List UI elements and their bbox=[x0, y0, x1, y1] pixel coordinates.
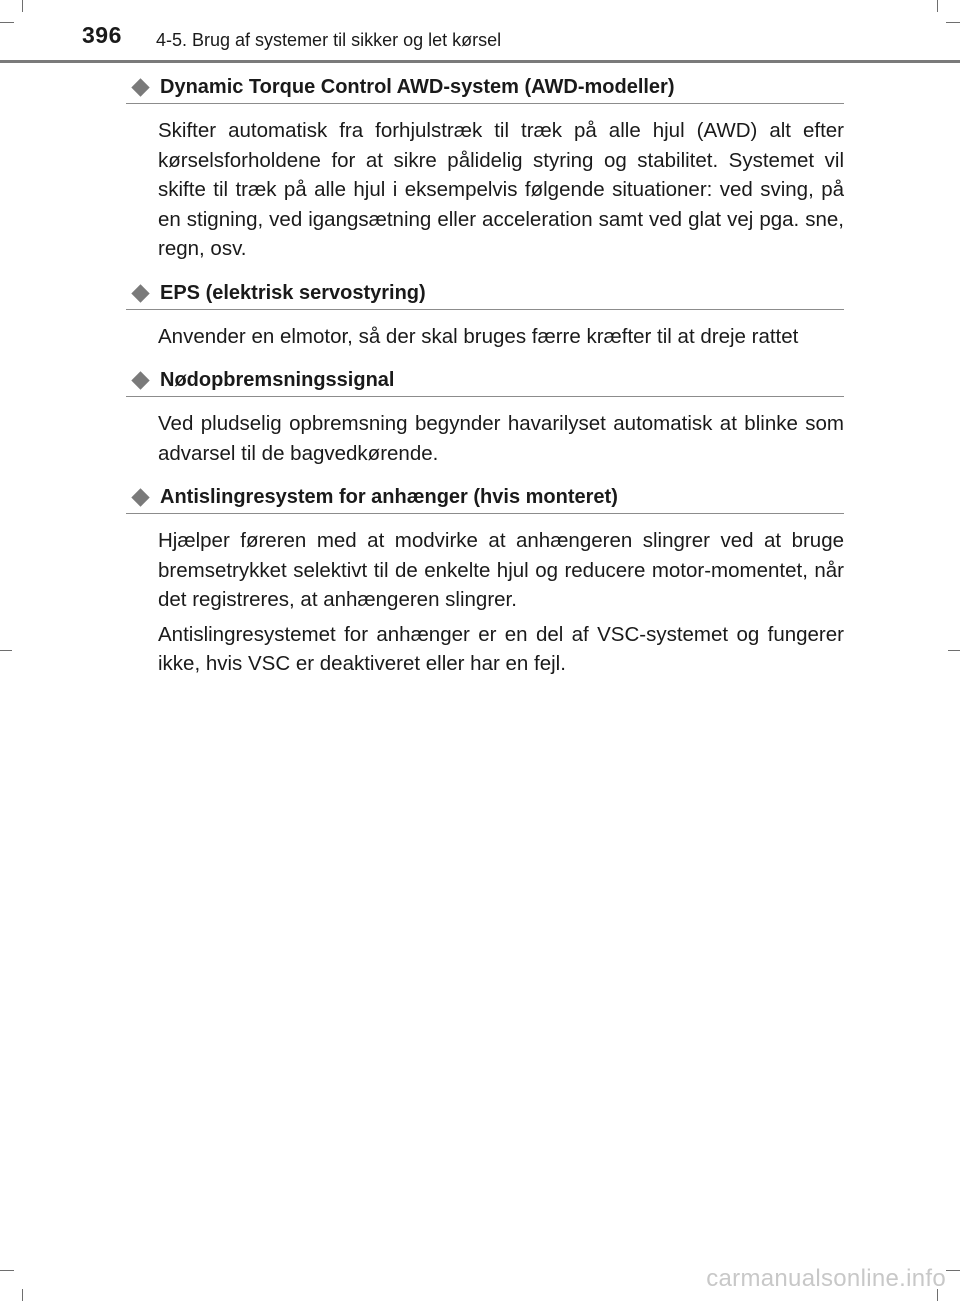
section-heading bbox=[126, 278, 844, 310]
paragraph: Skifter automatisk fra forhjulstræk til træk på alle hjul (AWD) alt efter kørselsforholdene for at sikre pålidelig styring og stabilitet. Systemet vil skifte til træk på alle hjul i eksempelvis følgende situationer: ved sving, på en stigning, ved igangsætning eller acceleration samt ved glat vej pga. sne, regn, osv. bbox=[158, 119, 844, 260]
page-header bbox=[0, 0, 960, 64]
paragraph: Antislingresystemet for anhænger er en del af VSC-systemet og fungerer ikke, hvis VSC er deaktiveret eller har en fejl. bbox=[158, 622, 844, 675]
crop-mark bbox=[22, 1289, 23, 1301]
crop-mark bbox=[0, 1270, 14, 1271]
diamond-icon bbox=[131, 284, 149, 302]
paragraph: Ved pludselig opbremsning begynder havarilyset automatisk at blinke som advarsel til de bagvedkørende. bbox=[158, 412, 844, 465]
section-title: Antislingresystem for anhænger (hvis monteret) bbox=[160, 486, 618, 508]
paragraph: Hjælper føreren med at modvirke at anhængeren slingrer ved at bruge bremsetrykket selektivt til de enkelte hjul og reducere motor-momentet, når det registreres, at anhængeren slingrer. bbox=[158, 529, 844, 611]
chapter-title: 4-5. Brug af systemer til sikker og let kørsel bbox=[156, 30, 502, 50]
header-rule bbox=[0, 60, 960, 63]
section-title: Dynamic Torque Control AWD-system (AWD-modeller) bbox=[160, 76, 675, 98]
diamond-icon bbox=[131, 371, 149, 389]
section-title: Nødopbremsningssignal bbox=[160, 369, 395, 391]
page-number: 396 bbox=[82, 22, 122, 48]
paragraph: Anvender en elmotor, så der skal bruges færre kræfter til at dreje rattet bbox=[158, 324, 799, 348]
page-content bbox=[126, 72, 844, 693]
section-heading bbox=[126, 72, 844, 104]
section-eps bbox=[126, 278, 844, 352]
diamond-icon bbox=[131, 488, 149, 506]
section-emergency-brake-signal bbox=[126, 365, 844, 468]
section-awd bbox=[126, 72, 844, 264]
crop-mark bbox=[0, 650, 12, 651]
section-heading bbox=[126, 482, 844, 514]
section-title: EPS (elektrisk servostyring) bbox=[160, 281, 426, 304]
diamond-icon bbox=[131, 78, 149, 96]
crop-mark bbox=[948, 650, 960, 651]
section-trailer-sway bbox=[126, 482, 844, 679]
watermark: carmanualsonline.info bbox=[706, 1265, 946, 1292]
section-heading bbox=[126, 365, 844, 397]
crop-mark bbox=[946, 1270, 960, 1271]
